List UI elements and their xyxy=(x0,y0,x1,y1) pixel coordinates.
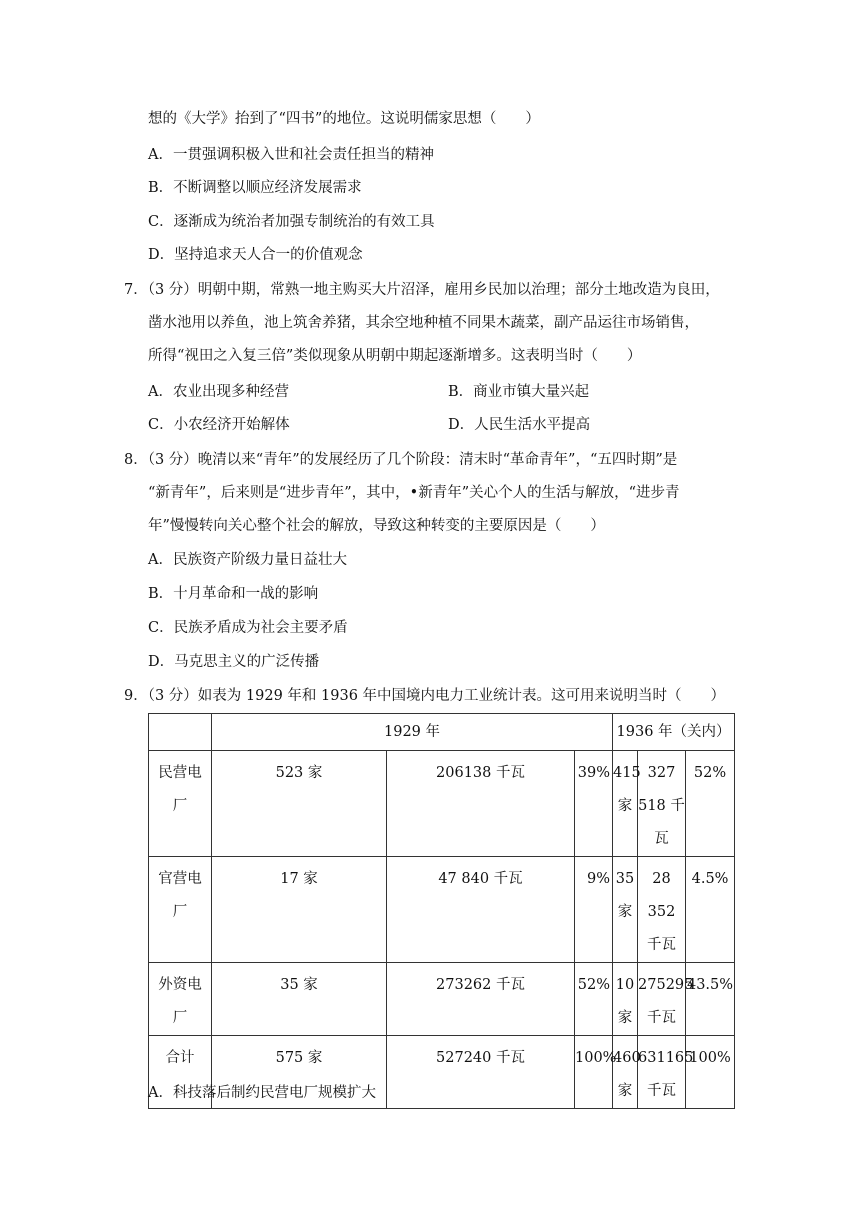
row-name-cell xyxy=(149,963,212,1036)
row-name-line-1: 外资电 xyxy=(158,977,202,993)
kw-1936-line-3: 瓦 xyxy=(654,831,669,847)
plants-1936-unit: 家 xyxy=(617,1010,633,1026)
kw-1929-cell: 273262 千瓦 xyxy=(387,963,575,1036)
pct-1929-cell: 39% xyxy=(575,751,613,857)
pct-1929-cell: 100% xyxy=(575,1036,613,1109)
q6-option-d: D．坚持追求天人合一的价值观念 xyxy=(148,247,363,263)
table-row xyxy=(149,857,735,963)
pct-1936-cell: 100% xyxy=(686,1036,735,1109)
kw-1936-line-2: 千瓦 xyxy=(647,1083,677,1099)
pct-1929-cell: 9% xyxy=(575,857,613,963)
q7-option-a: A．农业出现多种经营 xyxy=(148,384,289,400)
q7-option-d: D．人民生活水平提高 xyxy=(448,417,591,433)
plants-1936-number: 10 xyxy=(615,977,635,993)
row-name-line-1: 民营电 xyxy=(158,765,202,781)
q9-stem: 9．（3 分）如表为 1929 年和 1936 年中国境内电力工业统计表。这可用来说明当时（ ） xyxy=(124,688,726,704)
kw-1929-cell: 47 840 千瓦 xyxy=(387,857,575,963)
q6-stem: 想的《大学》抬到了“四书”的地位。这说明儒家思想（ ） xyxy=(148,111,540,127)
q6-option-c: C．逐渐成为统治者加强专制统治的有效工具 xyxy=(148,214,435,230)
plants-1929-cell: 17 家 xyxy=(212,857,387,963)
q8-option-a: A．民族资产阶级力量日益壮大 xyxy=(148,552,347,568)
q8-option-b: B．十月革命和一战的影响 xyxy=(148,586,319,602)
row-name-cell xyxy=(149,751,212,857)
row-name-line-2: 厂 xyxy=(172,904,188,920)
q6-option-a: A．一贯强调积极入世和社会责任担当的精神 xyxy=(148,147,434,163)
pct-1936-cell: 4.5% xyxy=(686,857,735,963)
kw-1936-line-2: 千瓦 xyxy=(647,1010,677,1026)
kw-1936-cell xyxy=(638,1036,694,1109)
table-corner-cell xyxy=(149,714,212,751)
table-header-row xyxy=(149,714,735,751)
kw-1929-cell: 206138 千瓦 xyxy=(387,751,575,857)
row-name-line-1: 官营电 xyxy=(158,871,202,887)
kw-1936-line-1: 327 xyxy=(647,765,676,781)
q8-option-c: C．民族矛盾成为社会主要矛盾 xyxy=(148,620,348,636)
kw-1936-cell xyxy=(638,963,694,1036)
q8-option-d: D．马克思主义的广泛传播 xyxy=(148,654,320,670)
q7-option-b: B．商业市镇大量兴起 xyxy=(448,384,590,400)
q8-stem-line-1: 8．（3 分）晚清以来“青年”的发展经历了几个阶段：清末时“革命青年”，“五四时期”是 xyxy=(124,452,678,468)
pct-1936-cell: 43.5% xyxy=(686,963,735,1036)
kw-1936-cell xyxy=(638,857,686,963)
plants-1929-cell: 575 家 xyxy=(212,1036,387,1109)
row-name-line-2: 厂 xyxy=(172,1010,188,1026)
plants-1936-number: 415 xyxy=(613,765,641,781)
power-industry-table xyxy=(148,713,735,1109)
pct-1929-cell: 52% xyxy=(575,963,613,1036)
q7-stem-line-2: 凿水池用以养鱼，池上筑舍养猪，其余空地种植不同果木蔬菜，副产品运往市场销售， xyxy=(148,315,699,331)
q7-stem-line-1: 7．（3 分）明朝中期，常熟一地主购买大片沼泽，雇用乡民加以治理；部分土地改造为良田， xyxy=(124,282,720,298)
q7-stem-line-3: 所得“视田之入复三倍”类似现象从明朝中期起逐渐增多。这表明当时（ ） xyxy=(148,348,642,364)
kw-1929-cell: 527240 千瓦 xyxy=(387,1036,575,1109)
table-row xyxy=(149,963,735,1036)
header-1929: 1929 年 xyxy=(212,714,613,751)
pct-1936-cell: 52% xyxy=(686,751,735,857)
row-name-cell xyxy=(149,857,212,963)
plants-1936-number: 35 xyxy=(615,871,635,887)
kw-1936-line-2: 518 千 xyxy=(638,798,685,814)
q7-option-c: C．小农经济开始解体 xyxy=(148,417,290,433)
plants-1936-cell xyxy=(613,857,638,963)
plants-1936-cell xyxy=(613,963,638,1036)
plants-1936-number: 460 xyxy=(613,1050,641,1066)
table-row xyxy=(149,751,735,857)
plants-1929-cell: 35 家 xyxy=(212,963,387,1036)
row-name-line-1: 合计 xyxy=(165,1050,195,1066)
kw-1936-cell xyxy=(638,751,686,857)
q8-stem-line-2: “新青年”，后来则是“进步青年”，其中，•新青年”关心个人的生活与解放，“进步青 xyxy=(148,485,680,501)
kw-1936-line-1: 631165 xyxy=(638,1050,694,1066)
q6-option-b: B．不断调整以顺应经济发展需求 xyxy=(148,180,362,196)
plants-1936-cell xyxy=(613,1036,641,1109)
row-name-line-2: 厂 xyxy=(172,798,188,814)
q8-stem-line-3: 年”慢慢转向关心整个社会的解放，导致这种转变的主要原因是（ ） xyxy=(148,518,605,534)
kw-1936-line-1: 28 352 xyxy=(647,871,676,920)
header-1936: 1936 年（关内） xyxy=(613,714,735,751)
plants-1929-cell: 523 家 xyxy=(212,751,387,857)
q9-option-a: A．科技落后制约民营电厂规模扩大 xyxy=(148,1085,376,1101)
plants-1936-unit: 家 xyxy=(617,1083,633,1099)
plants-1936-cell xyxy=(613,751,641,857)
kw-1936-line-2: 千瓦 xyxy=(647,937,677,953)
plants-1936-unit: 家 xyxy=(617,904,633,920)
plants-1936-unit: 家 xyxy=(617,798,633,814)
kw-1936-line-1: 275295 xyxy=(638,977,694,993)
